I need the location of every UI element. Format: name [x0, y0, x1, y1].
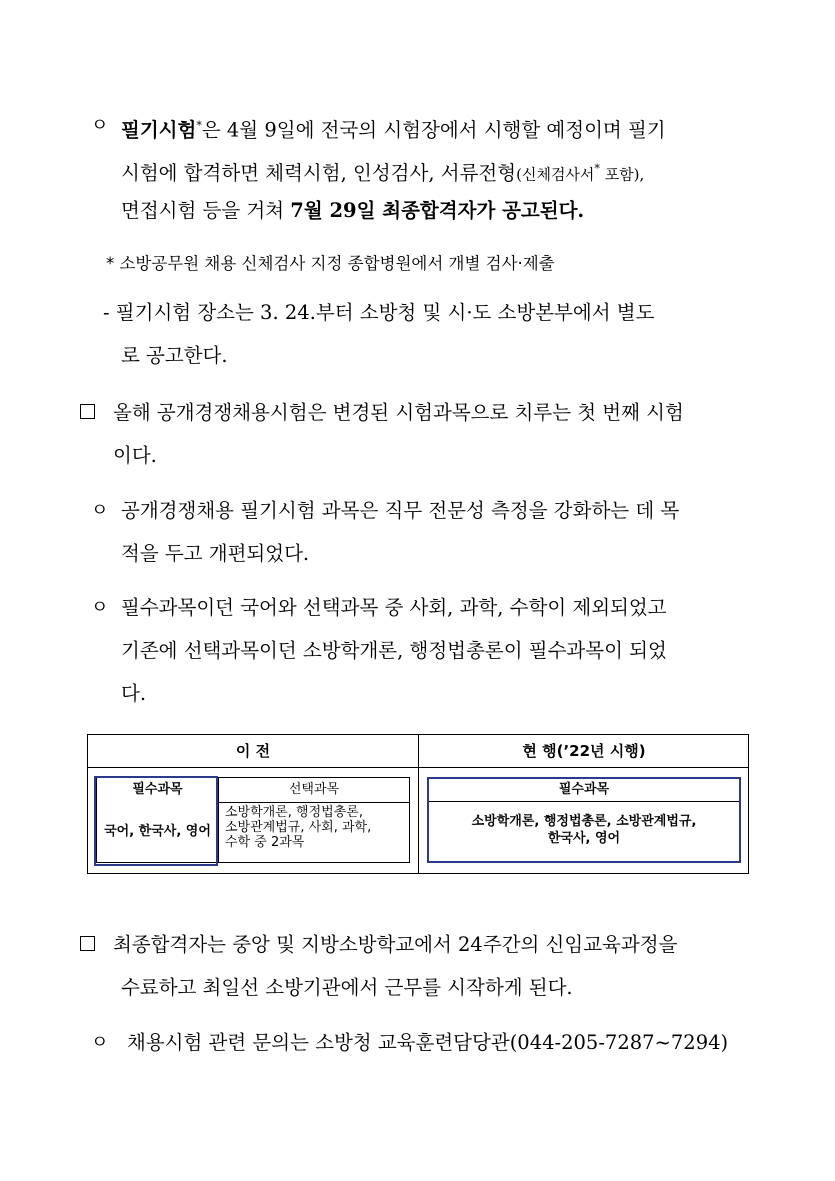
dash-line1: - 필기시험 장소는 3. 24.부터 소방청 및 시·도 소방본부에서 별도: [103, 301, 655, 324]
before-elective-value: [225, 805, 409, 850]
para1-line1-text: 은 4월 9일에 전국의 시험장에서 시행할 예정이며 필기: [201, 118, 666, 142]
required-line: 소방학개론, 행정법총론, 소방관계법규,: [471, 814, 697, 829]
bold-term: 필기시험: [121, 118, 197, 142]
current-required-label: 필수과목: [558, 782, 610, 797]
dash-line2: 로 공고한다.: [121, 344, 228, 367]
para1-paren: (신체검사서: [516, 165, 595, 184]
sec2-line2: 이다.: [113, 444, 157, 467]
para4-line1: 채용시험 관련 문의는 소방청 교육훈련담당관(044-205-7287~7294): [127, 1031, 729, 1054]
current-hline: [429, 801, 739, 802]
elective-line: 소방관계법규, 사회, 과학,: [225, 820, 372, 835]
bullet-circle: ㅇ: [91, 115, 109, 136]
footnote: * 소방공무원 채용 신체검사 지정 종합병원에서 개별 검사·제출: [106, 254, 555, 273]
before-hline: [218, 802, 409, 803]
bullet-circle: ㅇ: [91, 1032, 109, 1053]
bullet-circle: ㅇ: [91, 500, 109, 521]
para1-line1: [121, 113, 666, 144]
elective-line: 수학 중 2과목: [225, 835, 305, 850]
para1-line2-text: 시험에 합격하면 체력시험, 인성검사, 서류전형: [121, 161, 517, 185]
header-current: 현 행(’22년 시행): [522, 742, 646, 760]
para2-line1: 공개경쟁채용 필기시험 과목은 직무 전문성 측정을 강화하는 데 목: [121, 499, 680, 522]
required-line: 한국사, 영어: [547, 831, 621, 846]
sec2-line1: 올해 공개경쟁채용시험은 변경된 시험과목으로 치루는 첫 번째 시험: [113, 401, 684, 424]
current-subject-table: [427, 777, 741, 863]
before-elective-label: 선택과목: [288, 782, 340, 797]
before-required-highlight: [94, 776, 218, 866]
table-header-divider: [88, 767, 748, 768]
para1-line3: [121, 198, 584, 224]
square-bullet-icon: [80, 936, 95, 951]
before-required-value: 국어, 한국사, 영어: [104, 824, 211, 839]
before-required-label: 필수과목: [132, 782, 183, 797]
current-required-value: [429, 813, 739, 847]
para3-line1: 필수과목이던 국어와 선택과목 중 사회, 과학, 수학이 제외되었고: [121, 596, 667, 619]
comparison-table: [87, 734, 749, 874]
elective-line: 소방학개론, 행정법총론,: [225, 805, 363, 820]
sec3-line1: 최종합격자는 중앙 및 지방소방학교에서 24주간의 신임교육과정을: [113, 933, 678, 956]
sec3-line2: 수료하고 최일선 소방기관에서 근무를 시작하게 된다.: [121, 976, 573, 999]
para1-line2: [121, 156, 644, 188]
para2-line2: 적을 두고 개편되었다.: [121, 542, 310, 565]
square-bullet-icon: [80, 404, 95, 419]
para1-paren-end: 포함),: [599, 165, 645, 184]
para1-line3-text: 면접시험 등을 거쳐: [121, 199, 291, 222]
footnote-mark: *: [594, 162, 600, 175]
header-before: 이 전: [235, 742, 271, 760]
para3-line3: 다.: [121, 682, 147, 705]
bullet-circle: ㅇ: [91, 597, 109, 618]
footnote-mark: *: [196, 119, 202, 132]
para1-line3-bold: 7월 29일 최종합격자가 공고된다.: [290, 199, 585, 222]
para3-line2: 기존에 선택과목이던 소방학개론, 행정법총론이 필수과목이 되었: [121, 639, 667, 662]
